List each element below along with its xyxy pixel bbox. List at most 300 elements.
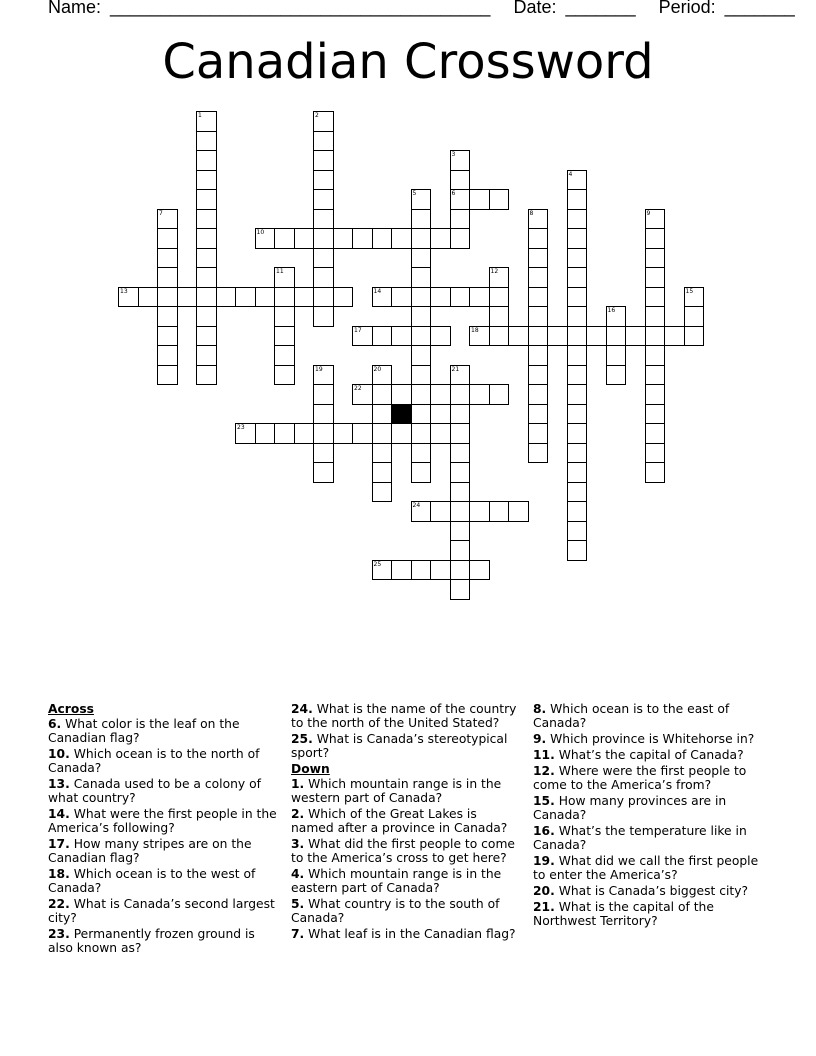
across-clue xyxy=(48,747,280,775)
grid-cell[interactable] xyxy=(372,443,393,464)
grid-cell[interactable] xyxy=(255,228,276,249)
grid-cell[interactable] xyxy=(489,287,510,308)
grid-cell[interactable] xyxy=(567,267,588,288)
date-blank[interactable]: _______ xyxy=(565,0,636,17)
grid-cell[interactable] xyxy=(313,150,334,171)
grid-cell[interactable] xyxy=(372,560,393,581)
grid-cell[interactable] xyxy=(313,365,334,386)
down-clue xyxy=(291,867,523,895)
grid-cell[interactable] xyxy=(645,384,666,405)
grid-cell[interactable] xyxy=(333,228,354,249)
grid-cell[interactable] xyxy=(450,384,471,405)
clue-text: What were the first people in the America’s following? xyxy=(48,807,277,835)
grid-cell[interactable] xyxy=(411,287,432,308)
clue-number: 13 xyxy=(120,287,128,295)
clue-number: 19 xyxy=(315,365,323,373)
down-clue xyxy=(533,764,765,792)
grid-cell[interactable] xyxy=(411,423,432,444)
grid-cell[interactable] xyxy=(567,306,588,327)
grid-cell[interactable] xyxy=(235,423,256,444)
grid-cell[interactable] xyxy=(645,345,666,366)
grid-cell[interactable] xyxy=(411,326,432,347)
grid-cell[interactable] xyxy=(157,326,178,347)
grid-cell[interactable] xyxy=(567,209,588,230)
grid-cell[interactable] xyxy=(450,521,471,542)
clue-text: What did the first people to come to the America’s cross to get here? xyxy=(291,837,515,865)
grid-cell[interactable] xyxy=(313,423,334,444)
clue-number: 11 xyxy=(276,268,284,275)
clue-number: 22 xyxy=(354,385,362,392)
clue-text: What is Canada’s biggest city? xyxy=(554,884,749,898)
grid-cell[interactable] xyxy=(450,404,471,425)
grid-cell[interactable] xyxy=(567,189,588,210)
clue-num: 11. xyxy=(533,748,555,762)
grid-cell[interactable] xyxy=(528,248,549,269)
grid-cell[interactable] xyxy=(450,423,471,444)
grid-cell[interactable] xyxy=(567,345,588,366)
clue-num: 19. xyxy=(533,854,555,868)
clue-number: 4 xyxy=(568,170,573,178)
grid-cell[interactable] xyxy=(625,326,646,347)
grid-cell[interactable] xyxy=(528,287,549,308)
down-clue xyxy=(533,732,765,746)
grid-cell[interactable] xyxy=(567,228,588,249)
clue-text: What is Canada’s stereotypical sport? xyxy=(291,732,508,760)
down-clue xyxy=(291,927,523,941)
clue-num: 6. xyxy=(48,717,62,731)
grid-cell[interactable] xyxy=(645,209,666,230)
grid-cell[interactable] xyxy=(333,287,354,308)
clue-num: 22. xyxy=(48,897,70,911)
grid-cell[interactable] xyxy=(469,287,490,308)
grid-cell[interactable] xyxy=(645,443,666,464)
grid-cell[interactable] xyxy=(391,228,412,249)
clue-text: How many provinces are in Canada? xyxy=(533,794,727,822)
grid-cell[interactable] xyxy=(391,287,412,308)
clue-number: 23 xyxy=(237,424,245,431)
grid-cell[interactable] xyxy=(411,462,432,483)
grid-cell[interactable] xyxy=(411,189,432,210)
grid-cell[interactable] xyxy=(450,228,471,249)
grid-cell[interactable] xyxy=(450,287,471,308)
clue-num: 18. xyxy=(48,867,70,881)
clue-text: Which ocean is to the west of Canada? xyxy=(48,867,256,895)
grid-cell[interactable] xyxy=(157,306,178,327)
grid-cell[interactable] xyxy=(196,267,217,288)
grid-cell[interactable] xyxy=(196,150,217,171)
down-clue xyxy=(533,900,765,928)
grid-cell[interactable] xyxy=(508,501,529,522)
grid-cell[interactable] xyxy=(313,462,334,483)
clue-num: 4. xyxy=(291,867,305,881)
clue-number: 6 xyxy=(451,190,456,197)
down-clue xyxy=(533,824,765,852)
grid-cell[interactable] xyxy=(450,365,471,386)
grid-cell[interactable] xyxy=(196,306,217,327)
grid-cell[interactable] xyxy=(528,423,549,444)
down-clue xyxy=(533,884,765,898)
grid-cell[interactable] xyxy=(196,189,217,210)
grid-cell[interactable] xyxy=(606,345,627,366)
grid-cell[interactable] xyxy=(372,423,393,444)
grid-cell[interactable] xyxy=(196,365,217,386)
down-clue-list xyxy=(291,777,523,941)
grid-cell[interactable] xyxy=(430,228,451,249)
grid-cell[interactable] xyxy=(411,404,432,425)
across-clue xyxy=(48,867,280,895)
grid-cell[interactable] xyxy=(313,170,334,191)
grid-cell[interactable] xyxy=(528,384,549,405)
clue-number: 10 xyxy=(256,229,265,236)
down-clue xyxy=(533,748,765,762)
across-clue xyxy=(48,837,280,865)
grid-cell[interactable] xyxy=(528,345,549,366)
clue-number: 17 xyxy=(354,326,362,334)
grid-cell[interactable] xyxy=(489,267,510,288)
grid-cell[interactable] xyxy=(196,345,217,366)
grid-cell[interactable] xyxy=(411,209,432,230)
grid-cell[interactable] xyxy=(372,326,393,347)
grid-cell[interactable] xyxy=(274,345,295,366)
grid-cell[interactable] xyxy=(450,189,471,210)
name-blank[interactable]: ______________________________________ xyxy=(110,0,491,17)
grid-cell[interactable] xyxy=(313,443,334,464)
grid-cell[interactable] xyxy=(606,326,627,347)
grid-cell[interactable] xyxy=(391,560,412,581)
across-clue xyxy=(48,897,280,925)
grid-cell[interactable] xyxy=(333,423,354,444)
grid-cell[interactable] xyxy=(196,326,217,347)
grid-cell[interactable] xyxy=(391,326,412,347)
grid-cell[interactable] xyxy=(567,462,588,483)
clue-number: 18 xyxy=(471,326,479,334)
grid-cell[interactable] xyxy=(567,248,588,269)
grid-cell[interactable] xyxy=(157,267,178,288)
grid-cell[interactable] xyxy=(430,326,451,347)
clue-num: 13. xyxy=(48,777,70,791)
clue-number: 20 xyxy=(373,365,382,373)
clue-text: Permanently frozen ground is also known as? xyxy=(48,927,255,955)
grid-cell[interactable] xyxy=(352,423,373,444)
grid-cell[interactable] xyxy=(528,443,549,464)
grid-cell[interactable] xyxy=(118,287,139,308)
grid-cell[interactable] xyxy=(372,365,393,386)
clue-text: Which province is Whitehorse in? xyxy=(546,732,755,746)
grid-cell[interactable] xyxy=(645,248,666,269)
grid-cell[interactable] xyxy=(684,326,705,347)
grid-cell[interactable] xyxy=(352,228,373,249)
clue-num: 2. xyxy=(291,807,305,821)
grid-cell[interactable] xyxy=(450,170,471,191)
grid-cell[interactable] xyxy=(274,267,295,288)
grid-cell[interactable] xyxy=(372,287,393,308)
across-clue xyxy=(48,717,280,745)
grid-cell[interactable] xyxy=(216,287,237,308)
clue-number: 12 xyxy=(490,268,499,275)
grid-cell[interactable] xyxy=(684,306,705,327)
grid-cell[interactable] xyxy=(157,228,178,249)
grid-cell[interactable] xyxy=(411,248,432,269)
grid-cell[interactable] xyxy=(313,111,334,132)
grid-cell[interactable] xyxy=(411,345,432,366)
grid-cell[interactable] xyxy=(196,131,217,152)
grid-cell[interactable] xyxy=(255,287,276,308)
clue-num: 23. xyxy=(48,927,70,941)
grid-cell[interactable] xyxy=(274,423,295,444)
grid-cell[interactable] xyxy=(567,287,588,308)
grid-cell[interactable] xyxy=(469,189,490,210)
grid-cell[interactable] xyxy=(255,423,276,444)
grid-cell[interactable] xyxy=(450,540,471,561)
grid-cell[interactable] xyxy=(157,209,178,230)
clue-num: 20. xyxy=(533,884,555,898)
clue-column-1 xyxy=(48,702,280,957)
grid-cell[interactable] xyxy=(372,228,393,249)
grid-cell[interactable] xyxy=(528,326,549,347)
grid-cell[interactable] xyxy=(547,326,568,347)
grid-cell[interactable] xyxy=(645,462,666,483)
grid-cell[interactable] xyxy=(430,287,451,308)
clue-number: 1 xyxy=(198,112,202,119)
grid-cell[interactable] xyxy=(430,501,451,522)
grid-cell[interactable] xyxy=(528,365,549,386)
across-clue xyxy=(291,702,523,730)
grid-cell[interactable] xyxy=(313,306,334,327)
grid-cell[interactable] xyxy=(528,306,549,327)
grid-cell[interactable] xyxy=(489,189,510,210)
clue-text: What country is to the south of Canada? xyxy=(291,897,500,925)
grid-cell[interactable] xyxy=(196,170,217,191)
clue-text: What color is the leaf on the Canadian flag? xyxy=(48,717,240,745)
grid-cell[interactable] xyxy=(528,209,549,230)
grid-cell[interactable] xyxy=(411,267,432,288)
grid-cell[interactable] xyxy=(567,384,588,405)
grid-cell[interactable] xyxy=(645,404,666,425)
clue-num: 1. xyxy=(291,777,305,791)
grid-cell[interactable] xyxy=(469,560,490,581)
clue-num: 21. xyxy=(533,900,555,914)
grid-cell[interactable] xyxy=(567,423,588,444)
grid-cell[interactable] xyxy=(450,462,471,483)
across-clue xyxy=(48,927,280,955)
grid-cell[interactable] xyxy=(157,365,178,386)
grid-cell[interactable] xyxy=(313,209,334,230)
grid-cell[interactable] xyxy=(450,209,471,230)
blocked-cell xyxy=(391,404,412,425)
grid-cell[interactable] xyxy=(469,384,490,405)
grid-cell[interactable] xyxy=(567,170,588,191)
grid-cell[interactable] xyxy=(294,228,315,249)
grid-cell[interactable] xyxy=(469,501,490,522)
down-clue xyxy=(533,702,765,730)
across-clue xyxy=(291,732,523,760)
clue-num: 12. xyxy=(533,764,555,778)
clue-text: What did we call the first people to enter the America’s? xyxy=(533,854,759,882)
name-label: Name: xyxy=(48,0,102,17)
clue-number: 8 xyxy=(529,209,534,217)
grid-cell[interactable] xyxy=(567,501,588,522)
grid-cell[interactable] xyxy=(411,228,432,249)
down-clue-list-continued xyxy=(533,702,765,928)
grid-cell[interactable] xyxy=(606,306,627,327)
grid-cell[interactable] xyxy=(489,384,510,405)
down-clue xyxy=(533,854,765,882)
grid-cell[interactable] xyxy=(138,287,159,308)
grid-cell[interactable] xyxy=(313,228,334,249)
clue-number: 5 xyxy=(412,190,417,197)
grid-cell[interactable] xyxy=(157,287,178,308)
grid-cell[interactable] xyxy=(274,326,295,347)
grid-cell[interactable] xyxy=(157,248,178,269)
grid-cell[interactable] xyxy=(645,267,666,288)
across-heading: Across xyxy=(48,702,94,716)
clue-number: 14 xyxy=(373,287,382,295)
clue-text: Which of the Great Lakes is named after a province in Canada? xyxy=(291,807,508,835)
grid-cell[interactable] xyxy=(196,228,217,249)
grid-cell[interactable] xyxy=(528,228,549,249)
grid-cell[interactable] xyxy=(411,501,432,522)
clue-text: What is the name of the country to the north of the United Stated? xyxy=(291,702,517,730)
clue-text: Which ocean is to the east of Canada? xyxy=(533,702,730,730)
grid-cell[interactable] xyxy=(313,267,334,288)
grid-cell[interactable] xyxy=(196,111,217,132)
clue-text: Which mountain range is in the eastern part of Canada? xyxy=(291,867,502,895)
clue-number: 7 xyxy=(159,209,163,217)
grid-cell[interactable] xyxy=(411,306,432,327)
grid-cell[interactable] xyxy=(411,443,432,464)
clue-text: Which mountain range is in the western part of Canada? xyxy=(291,777,502,805)
grid-cell[interactable] xyxy=(352,326,373,347)
grid-cell[interactable] xyxy=(645,365,666,386)
clue-number: 2 xyxy=(315,112,319,119)
grid-cell[interactable] xyxy=(411,560,432,581)
period-blank[interactable]: _______ xyxy=(724,0,795,17)
grid-cell[interactable] xyxy=(567,443,588,464)
grid-cell[interactable] xyxy=(567,540,588,561)
grid-cell[interactable] xyxy=(645,306,666,327)
date-label: Date: xyxy=(513,0,557,17)
grid-cell[interactable] xyxy=(645,287,666,308)
clue-number: 25 xyxy=(373,560,382,568)
across-clue xyxy=(48,777,280,805)
down-clue xyxy=(291,897,523,925)
grid-cell[interactable] xyxy=(645,228,666,249)
grid-cell[interactable] xyxy=(196,209,217,230)
across-clue-list xyxy=(48,717,280,955)
grid-cell[interactable] xyxy=(313,404,334,425)
clue-text: Which ocean is to the north of Canada? xyxy=(48,747,260,775)
grid-cell[interactable] xyxy=(489,501,510,522)
clue-column-3 xyxy=(533,702,765,930)
clue-number: 15 xyxy=(685,287,694,295)
grid-cell[interactable] xyxy=(567,404,588,425)
grid-cell[interactable] xyxy=(450,579,471,600)
grid-cell[interactable] xyxy=(313,189,334,210)
grid-cell[interactable] xyxy=(528,404,549,425)
grid-cell[interactable] xyxy=(313,131,334,152)
grid-cell[interactable] xyxy=(508,326,529,347)
down-clue xyxy=(291,837,523,865)
grid-cell[interactable] xyxy=(586,326,607,347)
grid-cell[interactable] xyxy=(372,384,393,405)
clue-text: What leaf is in the Canadian flag? xyxy=(304,927,516,941)
clue-number: 16 xyxy=(607,307,616,314)
grid-cell[interactable] xyxy=(352,384,373,405)
grid-cell[interactable] xyxy=(411,384,432,405)
clue-num: 25. xyxy=(291,732,313,746)
grid-cell[interactable] xyxy=(567,365,588,386)
grid-cell[interactable] xyxy=(274,306,295,327)
grid-cell[interactable] xyxy=(567,326,588,347)
grid-cell[interactable] xyxy=(196,248,217,269)
clue-column-2 xyxy=(291,702,523,943)
grid-cell[interactable] xyxy=(294,423,315,444)
grid-cell[interactable] xyxy=(196,287,217,308)
grid-cell[interactable] xyxy=(274,365,295,386)
grid-cell[interactable] xyxy=(411,365,432,386)
clue-num: 16. xyxy=(533,824,555,838)
clue-number: 21 xyxy=(451,365,460,373)
down-clue xyxy=(533,794,765,822)
grid-cell[interactable] xyxy=(469,326,490,347)
down-clue xyxy=(291,807,523,835)
grid-cell[interactable] xyxy=(391,384,412,405)
clue-num: 24. xyxy=(291,702,313,716)
clue-num: 7. xyxy=(291,927,305,941)
grid-cell[interactable] xyxy=(450,560,471,581)
grid-cell[interactable] xyxy=(664,326,685,347)
grid-cell[interactable] xyxy=(157,345,178,366)
clue-num: 8. xyxy=(533,702,547,716)
grid-cell[interactable] xyxy=(489,306,510,327)
grid-cell[interactable] xyxy=(684,287,705,308)
grid-cell[interactable] xyxy=(489,326,510,347)
grid-cell[interactable] xyxy=(391,423,412,444)
grid-cell[interactable] xyxy=(313,287,334,308)
grid-cell[interactable] xyxy=(450,443,471,464)
grid-cell[interactable] xyxy=(450,501,471,522)
clue-text: What’s the temperature like in Canada? xyxy=(533,824,747,852)
across-clue xyxy=(48,807,280,835)
grid-cell[interactable] xyxy=(372,462,393,483)
grid-cell[interactable] xyxy=(645,326,666,347)
grid-cell[interactable] xyxy=(430,384,451,405)
grid-cell[interactable] xyxy=(372,482,393,503)
grid-cell[interactable] xyxy=(567,521,588,542)
grid-cell[interactable] xyxy=(430,560,451,581)
grid-cell[interactable] xyxy=(294,287,315,308)
clue-num: 3. xyxy=(291,837,305,851)
clue-text: How many stripes are on the Canadian flag? xyxy=(48,837,252,865)
grid-cell[interactable] xyxy=(450,150,471,171)
clue-text: What is Canada’s second largest city? xyxy=(48,897,275,925)
grid-cell[interactable] xyxy=(567,482,588,503)
period-label: Period: xyxy=(658,0,716,17)
grid-cell[interactable] xyxy=(235,287,256,308)
grid-cell[interactable] xyxy=(274,287,295,308)
grid-cell[interactable] xyxy=(606,365,627,386)
grid-cell[interactable] xyxy=(313,248,334,269)
grid-cell[interactable] xyxy=(372,404,393,425)
grid-cell[interactable] xyxy=(645,423,666,444)
grid-cell[interactable] xyxy=(313,384,334,405)
grid-cell[interactable] xyxy=(450,482,471,503)
grid-cell[interactable] xyxy=(430,423,451,444)
grid-cell[interactable] xyxy=(274,228,295,249)
grid-cell[interactable] xyxy=(177,287,198,308)
clue-num: 9. xyxy=(533,732,547,746)
grid-cell[interactable] xyxy=(528,267,549,288)
